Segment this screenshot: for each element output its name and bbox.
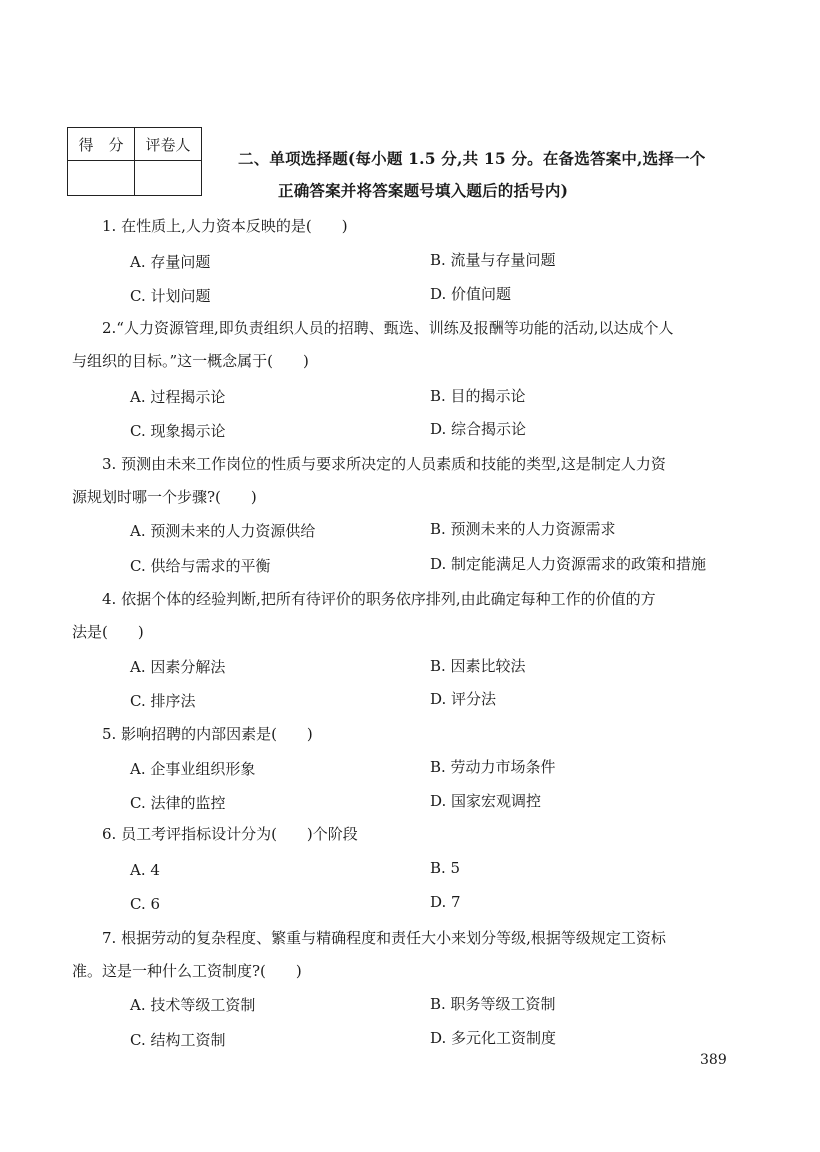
option-d: D. 国家宏观调控 (430, 792, 542, 810)
question-stem: 2.“人力资源管理,即负责组织人员的招聘、甄选、训练及报酬等功能的活动,以达成个人 (102, 319, 674, 337)
question-3 (72, 448, 752, 514)
score-label: 得 分 (68, 128, 135, 161)
question-4 (72, 583, 752, 649)
option-a: A. 技术等级工资制 (130, 996, 256, 1014)
question-6 (72, 818, 752, 851)
question-stem-cont: 准。这是一种什么工资制度?( ) (72, 962, 302, 980)
question-stem-cont: 源规划时哪一个步骤?( ) (72, 488, 257, 506)
option-a: A. 存量问题 (130, 253, 211, 271)
option-a: A. 预测未来的人力资源供给 (130, 522, 316, 540)
option-d: D. 价值问题 (430, 285, 512, 303)
question-stem: 3. 预测由未来工作岗位的性质与要求所决定的人员素质和技能的类型,这是制定人力资 (102, 455, 666, 473)
question-stem: 4. 依据个体的经验判断,把所有待评价的职务依序排列,由此确定每种工作的价值的方 (102, 590, 656, 608)
page-number: 389 (700, 1052, 727, 1068)
option-c: C. 计划问题 (130, 287, 211, 305)
question-7 (72, 922, 752, 988)
option-b: B. 流量与存量问题 (430, 251, 556, 269)
option-d: D. 制定能满足人力资源需求的政策和措施 (430, 555, 707, 573)
question-stem: 7. 根据劳动的复杂程度、繁重与精确程度和责任大小来划分等级,根据等级规定工资标 (102, 929, 666, 947)
question-2 (72, 312, 752, 378)
option-c: C. 法律的监控 (130, 794, 226, 812)
option-b: B. 目的揭示论 (430, 387, 526, 405)
option-a: A. 因素分解法 (130, 658, 226, 676)
option-d: D. 综合揭示论 (430, 420, 527, 438)
option-c: C. 6 (130, 895, 161, 913)
option-c: C. 排序法 (130, 692, 196, 710)
question-1 (72, 210, 752, 243)
score-cell (68, 161, 135, 196)
option-b: B. 预测未来的人力资源需求 (430, 520, 616, 538)
option-c: C. 结构工资制 (130, 1031, 226, 1049)
reviewer-label: 评卷人 (135, 128, 202, 161)
option-b: B. 职务等级工资制 (430, 995, 556, 1013)
reviewer-cell (135, 161, 202, 196)
option-a: A. 4 (130, 861, 160, 879)
question-stem: 5. 影响招聘的内部因素是( ) (102, 725, 313, 743)
option-b: B. 5 (430, 859, 461, 877)
question-stem: 1. 在性质上,人力资本反映的是( ) (102, 217, 348, 235)
question-stem-cont: 法是( ) (72, 623, 144, 641)
option-d: D. 7 (430, 893, 461, 911)
option-b: B. 因素比较法 (430, 657, 526, 675)
option-c: C. 供给与需求的平衡 (130, 557, 271, 575)
section-title-line1: 二、单项选择题(每小题 1.5 分,共 15 分。在备选答案中,选择一个 (238, 149, 706, 168)
option-b: B. 劳动力市场条件 (430, 758, 556, 776)
option-d: D. 多元化工资制度 (430, 1029, 557, 1047)
option-c: C. 现象揭示论 (130, 422, 226, 440)
question-stem-cont: 与组织的目标。”这一概念属于( ) (72, 352, 309, 370)
option-a: A. 过程揭示论 (130, 388, 226, 406)
section-title (238, 143, 778, 207)
option-d: D. 评分法 (430, 690, 497, 708)
score-box (67, 127, 202, 196)
question-5 (72, 718, 752, 751)
section-title-line2: 正确答案并将答案题号填入题后的括号内) (278, 181, 569, 200)
option-a: A. 企事业组织形象 (130, 760, 256, 778)
question-stem: 6. 员工考评指标设计分为( )个阶段 (102, 825, 358, 843)
